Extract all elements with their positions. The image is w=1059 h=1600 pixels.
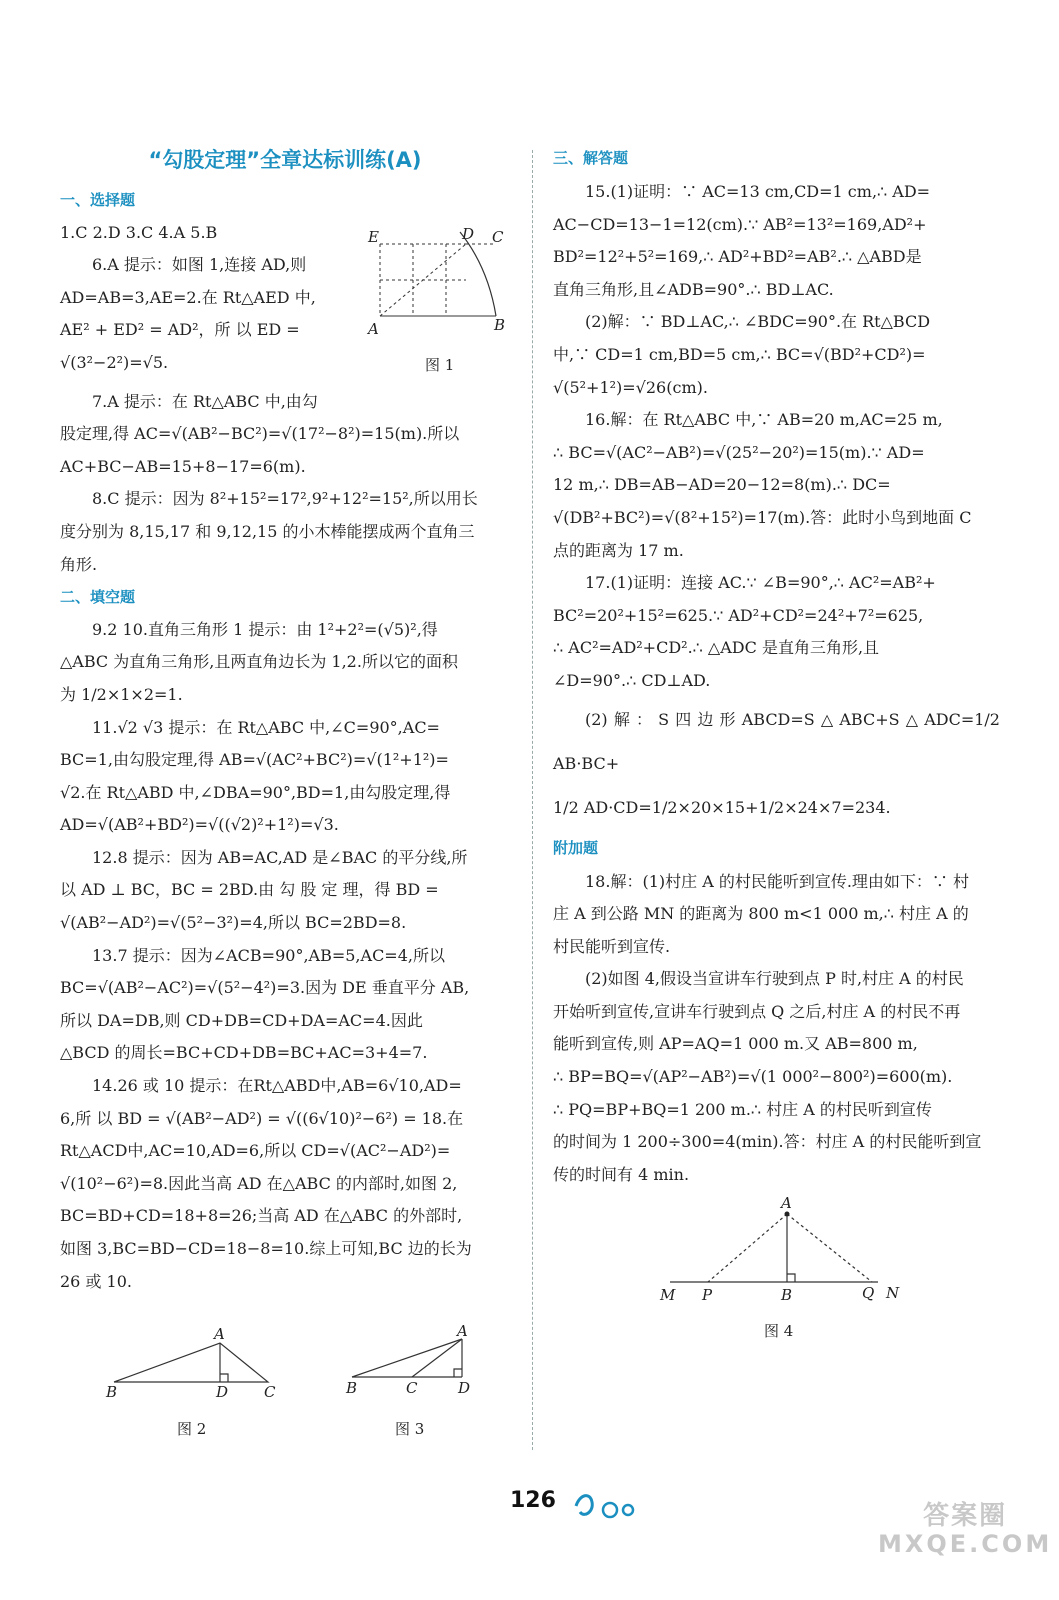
- right-column: [553, 140, 1000, 1191]
- fig4-label-A: A: [781, 1194, 792, 1212]
- q13-line1: 13.7 提示：因为∠ACB=90°,AB=5,AC=4,所以: [92, 945, 445, 965]
- q8-line2: 度分别为 8,15,17 和 9,12,15 的小木棒能摆成两个直角三: [60, 521, 475, 541]
- figure-4: [650, 1192, 920, 1307]
- q9-line1: 9.2 10.直角三角形 1 提示：由 1²+2²=(√5)²,得: [92, 619, 438, 639]
- q13-line2: BC=√(AB²−AC²)=√(5²−4²)=3.因为 DE 垂直平分 AB,: [60, 978, 470, 998]
- decor-icon: [570, 1488, 650, 1522]
- page-title: “勾股定理”全章达标训练(A): [148, 148, 422, 172]
- watermark-top: 答案圈: [923, 1501, 1008, 1531]
- q18-line8: ∴ PQ=BP+BQ=1 200 m.∴ 村庄 A 的村民听到宣传: [553, 1099, 932, 1119]
- section-choice: 一、选择题: [60, 191, 136, 209]
- q12-line3: √(AB²−AD²)=√(5²−3²)=4,所以 BC=2BD=8.: [60, 913, 407, 933]
- fig3-label-D: D: [458, 1379, 471, 1397]
- fig1-label-B: B: [494, 316, 506, 334]
- fig1-label-D: D: [462, 225, 475, 243]
- q12-line1: 12.8 提示：因为 AB=AC,AD 是∠BAC 的平分线,所: [92, 847, 468, 867]
- q7-line1: 7.A 提示：在 Rt△ABC 中,由勾: [92, 391, 318, 411]
- q18-line1: 18.解：(1)村庄 A 的村民能听到宣传.理由如下：∵ 村: [585, 871, 970, 891]
- q11-line3: √2.在 Rt△ABD 中,∠DBA=90°,BD=1,由勾股定理,得: [60, 782, 451, 802]
- q16-line1: 16.解：在 Rt△ABC 中,∵ AB=20 m,AC=25 m,: [585, 410, 943, 430]
- q18-line10: 传的时间有 4 min.: [553, 1164, 690, 1184]
- fig2-label-B: B: [106, 1383, 118, 1401]
- q14-line5: BC=BD+CD=18+8=26;当高 AD 在△ABC 的外部时,: [60, 1206, 463, 1226]
- q18-line6: 能听到宣传,则 AP=AQ=1 000 m.又 AB=800 m,: [553, 1034, 918, 1054]
- q6-line2: AD=AB=3,AE=2.在 Rt△AED 中,: [60, 287, 316, 307]
- q6-line3: AE² + ED² = AD²，所 以 ED =: [60, 320, 300, 340]
- q7-line3: AC+BC−AB=15+8−17=6(m).: [60, 456, 306, 476]
- q6-line4: √(3²−2²)=√5.: [60, 352, 169, 372]
- fig3-label-C: C: [406, 1379, 418, 1397]
- q15-line7: √(5²+1²)=√26(cm).: [553, 377, 708, 397]
- figure-2-caption: 图 2: [177, 1420, 207, 1438]
- q8-line1: 8.C 提示：因为 8²+15²=17²,9²+12²=15²,所以用长: [92, 489, 478, 509]
- q18-line7: ∴ BP=BQ=√(AP²−AB²)=√(1 000²−800²)=600(m).: [553, 1067, 953, 1087]
- fig2-label-C: C: [264, 1383, 276, 1401]
- q15-line1: 15.(1)证明：∵ AC=13 cm,CD=1 cm,∴ AD=: [585, 182, 931, 201]
- fig3-label-B: B: [346, 1379, 358, 1397]
- q6-line1: 6.A 提示：如图 1,连接 AD,则: [92, 255, 307, 275]
- q11-line4: AD=√(AB²+BD²)=√((√2)²+1²)=√3.: [60, 815, 339, 835]
- q14-line2: 6,所 以 BD = √(AB²−AD²) = √((6√10)²−6²) = 18.在: [60, 1108, 464, 1128]
- section-fill: 二、填空题: [60, 588, 136, 607]
- q17-line4: ∠D=90°.∴ CD⊥AD.: [553, 670, 711, 690]
- q18-line4: (2)如图 4,假设当宣讲车行驶到点 P 时,村庄 A 的村民: [585, 969, 964, 989]
- q17-line3: ∴ AC²=AD²+CD².∴ △ADC 是直角三角形,且: [553, 638, 880, 658]
- q17-line6: 1/2 AD·CD=1/2×20×15+1/2×24×7=234.: [553, 797, 891, 817]
- q14-line7: 26 或 10.: [60, 1271, 132, 1291]
- q16-line2: ∴ BC=√(AC²−AB²)=√(25²−20²)=15(m).∵ AD=: [553, 442, 925, 462]
- q13-line3: 所以 DA=DB,则 CD+DB=CD+DA=AC=4.因此: [60, 1010, 423, 1030]
- fig4-label-Q: Q: [862, 1284, 875, 1302]
- fig4-label-N: N: [886, 1284, 900, 1302]
- fig4-label-P: P: [702, 1286, 713, 1304]
- fig3-label-A: A: [457, 1325, 468, 1340]
- q18-line9: 的时间为 1 200÷300=4(min).答：村庄 A 的村民能听到宣: [553, 1132, 982, 1152]
- q14-line4: √(10²−6²)=8.因此当高 AD 在△ABC 的内部时,如图 2,: [60, 1173, 458, 1193]
- q15-line3: BD²=12²+5²=169,∴ AD²+BD²=AB².∴ △ABD是: [553, 247, 922, 267]
- q17-line5: (2)解：S四边形ABCD=S△ABC+S△ADC=1/2 AB·BC+: [553, 709, 1000, 773]
- q14-line1: 14.26 或 10 提示：在Rt△ABD中,AB=6√10,AD=: [92, 1076, 462, 1096]
- figure-1: [360, 222, 520, 352]
- q14-line3: Rt△ACD中,AC=10,AD=6,所以 CD=√(AC²−AD²)=: [60, 1141, 451, 1161]
- q17-line2: BC²=20²+15²=625.∵ AD²+CD²=24²+7²=625,: [553, 605, 924, 625]
- figure-1-caption: 图 1: [425, 356, 455, 374]
- q15-line2: AC−CD=13−1=12(cm).∵ AB²=13²=169,AD²+: [553, 214, 927, 234]
- q15-line5: (2)解：∵ BD⊥AC,∴ ∠BDC=90°.在 Rt△BCD: [585, 312, 931, 332]
- figure-3: [340, 1325, 490, 1405]
- fig1-label-C: C: [492, 228, 504, 246]
- fig2-label-D: D: [216, 1383, 229, 1401]
- answers-1-5: 1.C 2.D 3.C 4.A 5.B: [60, 222, 218, 242]
- q18-line5: 开始听到宣传,宣讲车行驶到点 Q 之后,村庄 A 的村民不再: [553, 1001, 961, 1021]
- q13-line4: △BCD 的周长=BC+CD+DB=BC+AC=3+4=7.: [60, 1043, 428, 1063]
- q9-line3: 为 1/2×1×2=1.: [60, 684, 183, 704]
- fig1-label-E: E: [368, 228, 379, 246]
- q8-line3: 角形.: [60, 554, 98, 574]
- q7-line2: 股定理,得 AC=√(AB²−BC²)=√(17²−8²)=15(m).所以: [60, 424, 460, 444]
- q17-line1: 17.(1)证明：连接 AC.∵ ∠B=90°,∴ AC²=AB²+: [585, 573, 936, 593]
- page-number: 126: [510, 1488, 556, 1513]
- figure-3-caption: 图 3: [395, 1420, 425, 1438]
- q18-line2: 庄 A 到公路 MN 的距离为 800 m<1 000 m,∴ 村庄 A 的: [553, 904, 969, 924]
- figure-4-caption: 图 4: [764, 1322, 794, 1340]
- column-divider: [532, 150, 533, 1450]
- q11-line1: 11.√2 √3 提示：在 Rt△ABC 中,∠C=90°,AC=: [92, 717, 440, 737]
- figure-2: [100, 1325, 290, 1405]
- q11-line2: BC=1,由勾股定理,得 AB=√(AC²+BC²)=√(1²+1²)=: [60, 750, 449, 770]
- q16-line3: 12 m,∴ DB=AB−AD=20−12=8(m).∴ DC=: [553, 475, 891, 495]
- section-extra: 附加题: [553, 838, 599, 857]
- q15-line6: 中,∵ CD=1 cm,BD=5 cm,∴ BC=√(BD²+CD²)=: [553, 344, 926, 364]
- q18-line3: 村民能听到宣传.: [553, 936, 671, 956]
- q15-line4: 直角三角形,且∠ADB=90°.∴ BD⊥AC.: [553, 279, 834, 299]
- section-solve: 三、解答题: [553, 149, 629, 167]
- watermark-bottom: MXQE.COM: [878, 1530, 1053, 1558]
- fig4-label-B: B: [781, 1286, 793, 1304]
- watermark: [878, 1495, 1052, 1558]
- fig1-label-A: A: [368, 320, 379, 338]
- q12-line2: 以 AD ⊥ BC，BC = 2BD.由 勾 股 定 理，得 BD =: [60, 880, 439, 900]
- q14-line6: 如图 3,BC=BD−CD=18−8=10.综上可知,BC 边的长为: [60, 1239, 472, 1258]
- q16-line5: 点的距离为 17 m.: [553, 540, 684, 560]
- fig4-label-M: M: [660, 1286, 676, 1304]
- q16-line4: √(DB²+BC²)=√(8²+15²)=17(m).答：此时小鸟到地面 C: [553, 507, 972, 527]
- q9-line2: △ABC 为直角三角形,且两直角边长为 1,2.所以它的面积: [60, 652, 458, 672]
- fig2-label-A: A: [214, 1325, 225, 1343]
